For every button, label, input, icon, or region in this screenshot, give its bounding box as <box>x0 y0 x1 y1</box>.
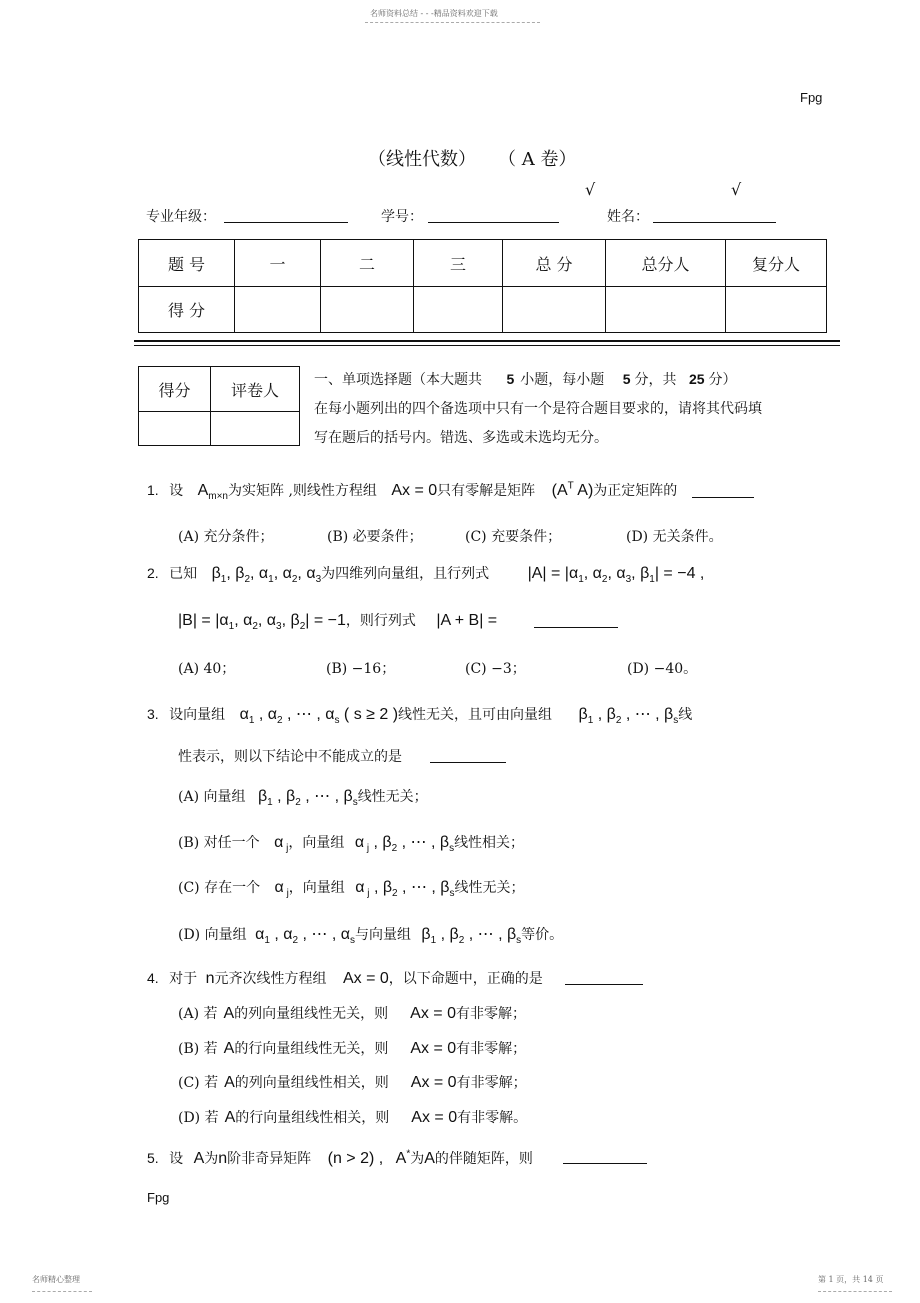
score-header-label: 题 号 <box>139 240 235 287</box>
q2-math-det-b: $|B| = |\alpha_1$, $\alpha_2$, $\alpha_3$, $\beta_2| = -1$ <box>178 612 346 633</box>
q2-answer-blank[interactable] <box>534 627 618 628</box>
q4-option-a[interactable]: (A) 若 A的列向量组线性无关，则 Ax = 0有非零解； <box>178 1005 526 1022</box>
page-title <box>368 145 576 171</box>
q2-option-b[interactable]: (B) −16； <box>326 661 396 677</box>
q3-option-b[interactable]: (B) 对任一个 α $_j$，向量组 α $_j$ , $\beta_2$ , ⋯ , $\beta_s$线性相关； <box>178 834 525 855</box>
q5-answer-blank[interactable] <box>563 1163 647 1164</box>
q1-math-a: $A_{m\times n}$ <box>197 482 228 503</box>
q4-option-b[interactable]: (B) 若 A的行向量组线性无关，则 Ax = 0有非零解； <box>178 1040 527 1057</box>
question-5: 5. 设 A为n阶非奇异矩阵 (n > 2) , A*为A的伴随矩阵，则 <box>147 1148 533 1167</box>
name-field[interactable] <box>653 222 776 223</box>
q2-option-a[interactable]: (A) 40； <box>178 661 236 677</box>
question-3: 3. 设向量组 $\alpha_1$ , $\alpha_2$ , ⋯ , $\alpha_s$ ( s ≥ 2 )线性无关，且可由向量组 $\beta_1$ , $\beta_2$ , ⋯ , $\beta_s$线 <box>147 706 693 727</box>
score-header-1: 一 <box>235 240 321 287</box>
footer-right-dash <box>818 1291 892 1292</box>
grader-name-cell[interactable] <box>211 412 300 446</box>
score-cell-total[interactable] <box>503 287 606 333</box>
title-paper: （ A 卷） <box>498 149 577 170</box>
footer-left-dash <box>32 1291 92 1292</box>
q3-math-beta: $\beta_1$ , $\beta_2$ , ⋯ , $\beta_s$ <box>578 706 679 727</box>
section1-line2: 在每小题列出的四个备选项中只有一个是符合题目要求的，请将其代码填 <box>314 401 762 417</box>
q1-answer-blank[interactable] <box>692 497 754 498</box>
grader-table <box>138 366 300 446</box>
score-cell-reviewer[interactable] <box>726 287 827 333</box>
score-header-total: 总 分 <box>503 240 606 287</box>
q1-option-a[interactable]: (A) 充分条件； <box>178 529 274 545</box>
q2-math-vectors: $\beta_1$, $\beta_2$, $\alpha_1$, $\alpha_2$, $\alpha_3$ <box>211 565 322 586</box>
grader-name-label: 评卷人 <box>211 367 300 412</box>
score-row-label: 得 分 <box>139 287 235 333</box>
section1-heading: 一、单项选择题（本大题共 5 小题，每小题 5 分，共 25 分） <box>314 371 737 388</box>
q2-option-c[interactable]: (C) −3； <box>465 661 526 677</box>
score-cell-2[interactable] <box>321 287 414 333</box>
footer-left: 名师精心整理 <box>32 1275 80 1284</box>
section1-per: 5 <box>622 371 631 387</box>
score-header-scorer: 总分人 <box>606 240 726 287</box>
id-field[interactable] <box>428 222 559 223</box>
q1-math-ata: ($A^T$ A) <box>551 480 594 499</box>
q1-option-b[interactable]: (B) 必要条件； <box>327 529 423 545</box>
fpg-top: Fpg <box>800 90 823 105</box>
q4-option-d[interactable]: (D) 若 A的行向量组线性相关，则 Ax = 0有非零解。 <box>178 1109 528 1126</box>
header-dash <box>365 22 540 23</box>
grader-score-label: 得分 <box>139 367 211 412</box>
q1-option-c[interactable]: (C) 充要条件； <box>465 529 562 545</box>
q1-option-d[interactable]: (D) 无关条件。 <box>626 529 723 545</box>
name-label: 姓名： <box>607 209 649 225</box>
q3-answer-blank[interactable] <box>430 762 506 763</box>
q5-math-adj: A* <box>395 1148 411 1167</box>
question-4: 4. 对于 n元齐次线性方程组 Ax = 0，以下命题中，正确的是 <box>147 970 543 987</box>
question-2-line2: $|B| = |\alpha_1$, $\alpha_2$, $\alpha_3$, $\beta_2| = -1$，则行列式 |A + B| = <box>178 612 498 633</box>
section1-total: 25 <box>688 371 705 387</box>
major-label: 专业年级： <box>146 209 216 225</box>
score-table <box>138 239 827 333</box>
section1-count: 5 <box>506 371 515 387</box>
q2-math-det-sum: |A + B| = <box>436 612 498 629</box>
header-note: 名师资料总结 - - -精品资料欢迎下载 <box>370 9 498 18</box>
grader-score-cell[interactable] <box>139 412 211 446</box>
id-label: 学号： <box>381 209 423 225</box>
q3-option-c[interactable]: (C) 存在一个 α $_j$，向量组 α $_j$ , $\beta_2$ , ⋯ , $\beta_s$线性无关； <box>178 879 525 900</box>
q4-answer-blank[interactable] <box>565 984 643 985</box>
check-mark-2: √ <box>731 180 742 199</box>
q3-math-alpha: $\alpha_1$ , $\alpha_2$ , ⋯ , $\alpha_s$ ( s ≥ 2 ) <box>239 706 399 727</box>
footer-page-number: 第 1 页，共 14 页 <box>818 1275 884 1284</box>
question-3-line2: 性表示，则以下结论中不能成立的是 <box>178 749 402 765</box>
score-header-3: 三 <box>414 240 503 287</box>
q4-option-c[interactable]: (C) 若 A的列向量组线性相关，则 Ax = 0有非零解； <box>178 1074 527 1091</box>
title-main: （线性代数） <box>368 149 476 170</box>
score-cell-1[interactable] <box>235 287 321 333</box>
q4-math-ax: Ax = 0 <box>342 970 389 987</box>
check-mark-1: √ <box>585 180 596 199</box>
major-field[interactable] <box>224 222 348 223</box>
section-divider <box>134 340 840 346</box>
score-cell-3[interactable] <box>414 287 503 333</box>
fpg-bottom: Fpg <box>147 1190 170 1205</box>
question-2: 2. 已知 $\beta_1$, $\beta_2$, $\alpha_1$, $\alpha_2$, $\alpha_3$为四维列向量组，且行列式 $|A| = |\alpha_1$, $\alpha_2$, $\alpha_3$, $\beta_1| = -4$ , <box>147 565 705 586</box>
score-header-2: 二 <box>321 240 414 287</box>
section1-line3: 写在题后的括号内。错选、多选或未选均无分。 <box>314 430 608 446</box>
question-1: 1. 设 $A_{m\times n}$为实矩阵 ,则线性方程组 Ax = 0只有零解是矩阵 ($A^T$ A)为正定矩阵的 <box>147 480 678 503</box>
q2-math-det-a: $|A| = |\alpha_1$, $\alpha_2$, $\alpha_3$, $\beta_1| = -4$ , <box>527 565 705 586</box>
q2-option-d[interactable]: (D) −40。 <box>627 661 698 677</box>
score-cell-scorer[interactable] <box>606 287 726 333</box>
q1-math-ax: Ax = 0 <box>391 482 438 499</box>
score-header-reviewer: 复分人 <box>726 240 827 287</box>
q5-math-cond: (n > 2) , <box>327 1150 384 1167</box>
q3-option-d[interactable]: (D) 向量组 $\alpha_1$ , $\alpha_2$ , ⋯ , $\alpha_s$与向量组 $\beta_1$ , $\beta_2$ , ⋯ , $\beta_s$等价。 <box>178 926 564 947</box>
q3-option-a[interactable]: (A) 向量组 $\beta_1$ , $\beta_2$ , ⋯ , $\beta_s$线性无关； <box>178 788 428 809</box>
